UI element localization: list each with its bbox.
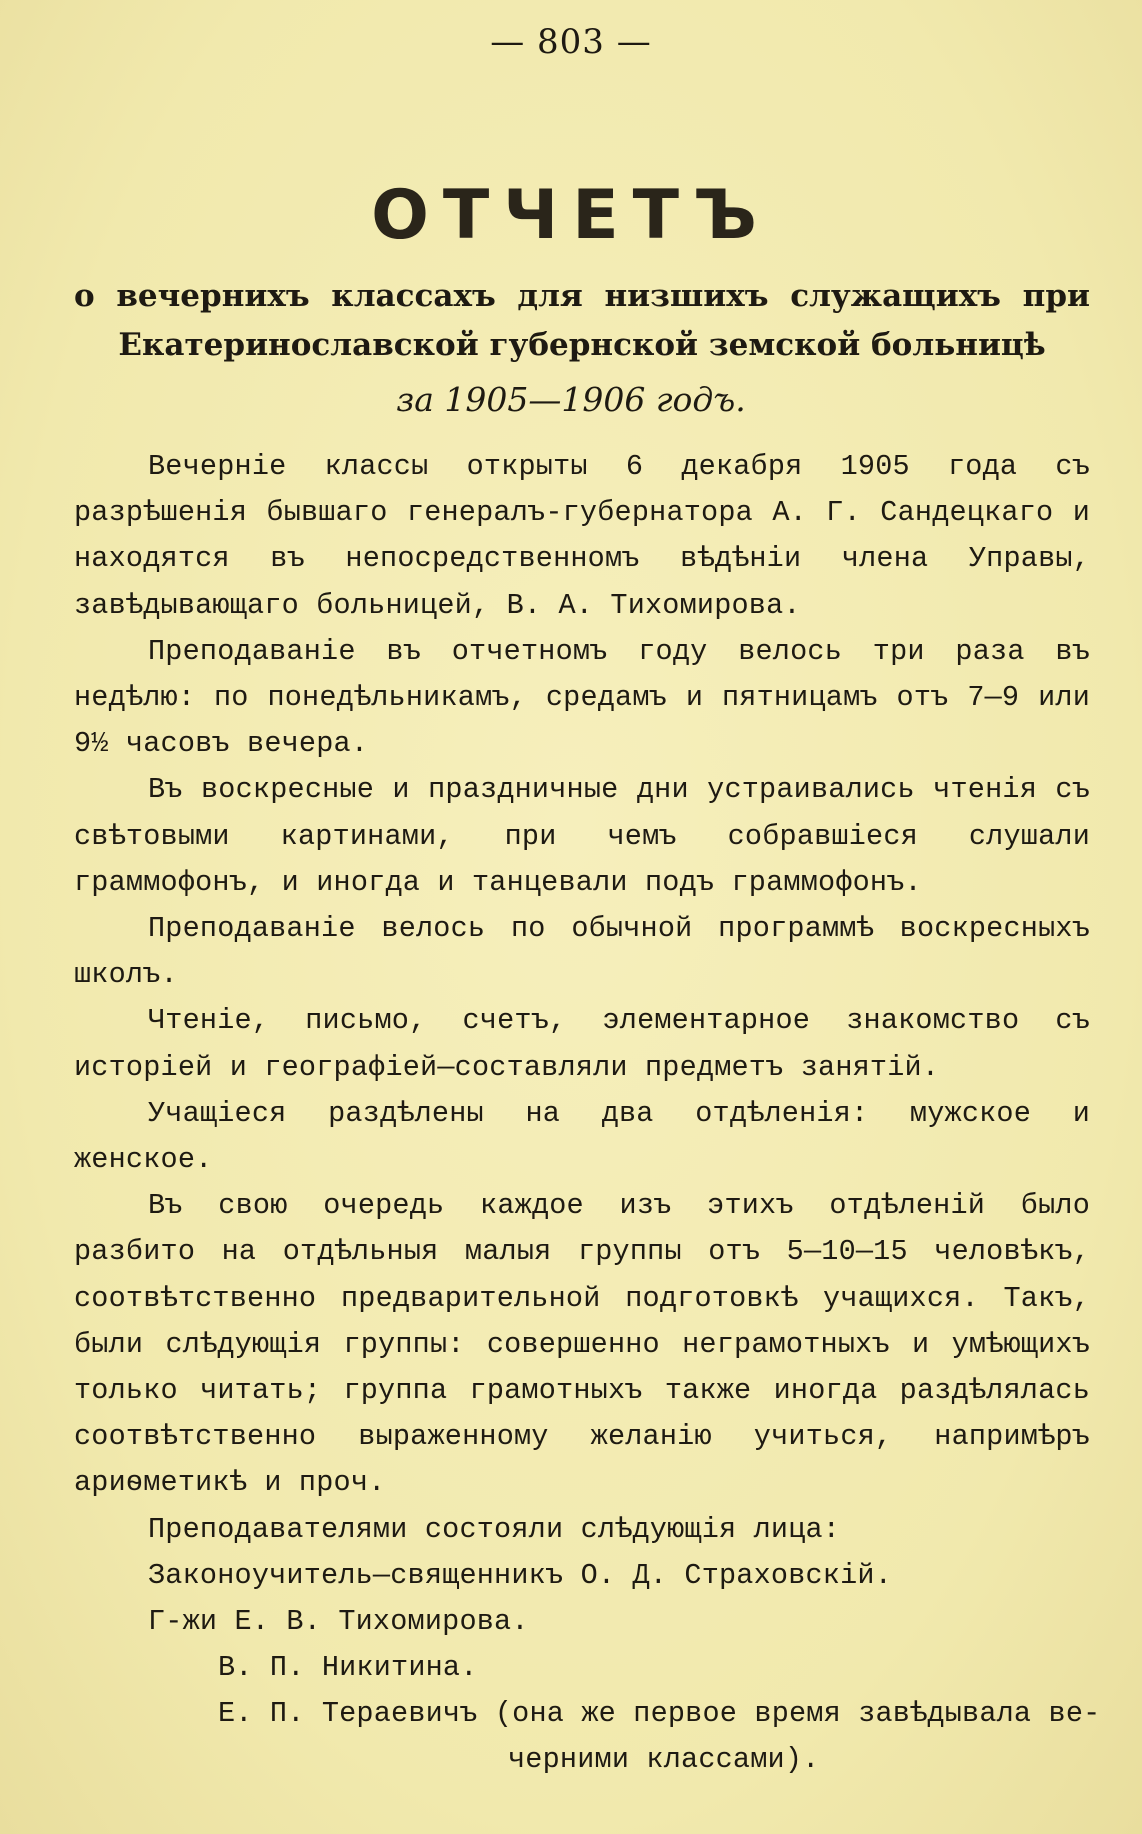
- document-subtitle: о вечернихъ классахъ для низшихъ служащихъ при Екатеринославской губернской земской больницѣ: [74, 278, 1090, 363]
- teacher-entry: Е. П. Тераевичъ (она же первое время завѣдывала ве-: [218, 1696, 1101, 1730]
- paragraph-divisions: Учащіеся раздѣлены на два отдѣленія: мужское и женское.: [74, 1096, 1090, 1177]
- teacher-entry-continued: черними классами).: [508, 1742, 820, 1776]
- paragraph-schedule: Преподаваніе въ отчетномъ году велось три раза въ недѣлю: по понедѣльникамъ, средамъ и пятницамъ отъ 7—9 или 9½ часовъ вечера.: [74, 634, 1090, 761]
- teacher-entry: В. П. Никитина.: [218, 1650, 478, 1684]
- paragraph-program: Преподаваніе велось по обычной программѣ воскресныхъ школъ.: [74, 912, 1090, 992]
- paragraph-subjects: Чтеніе, письмо, счетъ, элементарное знакомство съ исторіей и географіей—составляли предметъ занятій.: [74, 1004, 1090, 1084]
- page-number: — 803 —: [490, 22, 652, 62]
- teacher-entry: Законоучитель—священникъ О. Д. Страховскій.: [148, 1558, 893, 1592]
- report-body: [74, 444, 1101, 1783]
- teachers-list: [74, 1507, 1101, 1783]
- report-period: за 1905—1906 годъ.: [396, 380, 746, 419]
- teachers-intro: Преподавателями состояли слѣдующія лица:: [148, 1512, 841, 1546]
- paragraph-groups: Въ свою очередь каждое изъ этихъ отдѣленій было разбито на отдѣльныя малыя группы отъ 5—10—15 человѣкъ, соотвѣтственно предварительной подготовкѣ учащихся. Такъ, были слѣдующія группы: совершенно неграмотныхъ и умѣющихъ только читать; группа грамотныхъ также иногда раздѣлялась соотвѣтственно выраженному желанію учиться, напримѣръ ариѳметикѣ и проч.: [74, 1189, 1090, 1500]
- document-title: ОТЧЕТЪ: [371, 176, 771, 255]
- paragraph-opening: Вечерніе классы открыты 6 декабря 1905 года съ разрѣшенія бывшаго генералъ-губернатора А. Г. Сандецкаго и находятся въ непосредственномъ вѣдѣніи члена Управы, завѣдывающаго больницей, В. А. Тихомирова.: [74, 450, 1090, 622]
- teacher-entry: Г-жи Е. В. Тихомирова.: [148, 1604, 529, 1638]
- paragraph-readings: Въ воскресные и праздничные дни устраивались чтенія съ свѣтовыми картинами, при чемъ собравшіеся слушали граммофонъ, и иногда и танцевали подъ граммофонъ.: [74, 773, 1090, 899]
